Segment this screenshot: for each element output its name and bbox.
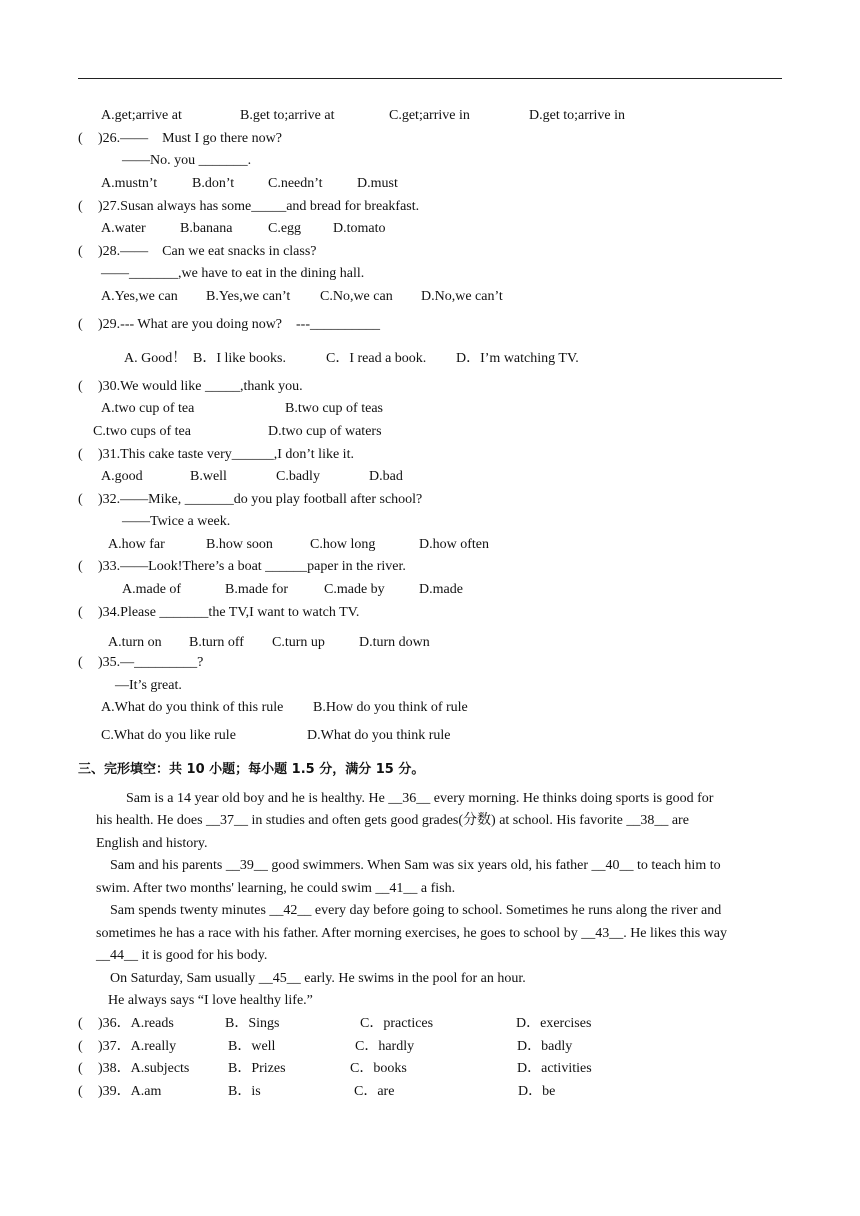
q38-paren[interactable]: ( [78,1061,83,1076]
q32-stem: )32.——Mike, _______do you play football after school? [98,492,423,507]
q34-option-d[interactable]: D.turn down [359,635,430,650]
q34-option-a[interactable]: A.turn on [108,635,162,650]
passage-line: swim. After two months' learning, he could swim __41__ a fish. [96,881,456,896]
q30-option-d[interactable]: D.two cup of waters [268,424,382,439]
q35-option-c[interactable]: C.What do you like rule [101,728,236,743]
q33-option-c[interactable]: C.made by [324,582,385,597]
q26-stem: )26.—— Must I go there now? [98,131,282,146]
q36-paren[interactable]: ( [78,1016,83,1031]
q31-paren[interactable]: ( [78,447,83,462]
q29-option-d[interactable]: D．I’m watching TV. [456,351,579,366]
q28-option-c[interactable]: C.No,we can [320,289,393,304]
q31-option-b[interactable]: B.well [190,469,227,484]
q26-line2: ——No. you _______. [122,153,252,168]
q35-paren[interactable]: ( [78,655,83,670]
q30-option-a[interactable]: A.two cup of tea [101,401,195,416]
q35-option-d[interactable]: D.What do you think rule [307,728,451,743]
q35-line2: —It’s great. [115,678,182,693]
q26-option-a[interactable]: A.mustn’t [101,176,158,191]
q37-option-b[interactable]: B．well [228,1039,276,1054]
q37-option-d[interactable]: D．badly [517,1039,573,1054]
q35-option-a[interactable]: A.What do you think of this rule [101,700,284,715]
q35-option-b[interactable]: B.How do you think of rule [313,700,468,715]
q25-option-c[interactable]: C.get;arrive in [389,108,470,123]
passage-line: Sam spends twenty minutes __42__ every day before going to school. Sometimes he runs along the river and [110,903,722,918]
q34-option-c[interactable]: C.turn up [272,635,325,650]
q32-paren[interactable]: ( [78,492,83,507]
q39-option-d[interactable]: D．be [518,1084,556,1099]
passage-line: He always says “I love healthy life.” [108,993,313,1008]
passage-line: sometimes he has a race with his father. After morning exercises, he goes to school by __43__. He likes this way [96,926,728,941]
q26-option-c[interactable]: C.needn’t [268,176,323,191]
passage-line: Sam and his parents __39__ good swimmers. When Sam was six years old, his father __40__ to teach him to [110,858,721,873]
q25-option-b[interactable]: B.get to;arrive at [240,108,335,123]
q38-option-d[interactable]: D．activities [517,1061,592,1076]
passage-line: __44__ it is good for his body. [96,948,268,963]
q28-stem: )28.—— Can we eat snacks in class? [98,244,317,259]
q29-option-b[interactable]: B．I like books. [193,351,286,366]
q32-option-a[interactable]: A.how far [108,537,165,552]
q26-option-d[interactable]: D.must [357,176,398,191]
q28-option-a[interactable]: A.Yes,we can [101,289,178,304]
q31-option-c[interactable]: C.badly [276,469,320,484]
q28-option-d[interactable]: D.No,we can’t [421,289,503,304]
q32-option-b[interactable]: B.how soon [206,537,273,552]
q30-option-b[interactable]: B.two cup of teas [285,401,383,416]
q27-paren[interactable]: ( [78,199,83,214]
q34-paren[interactable]: ( [78,605,83,620]
q36-stem[interactable]: )36．A.reads [98,1016,174,1031]
q32-line2: ——Twice a week. [122,514,231,529]
q39-option-b[interactable]: B．is [228,1084,261,1099]
q28-paren[interactable]: ( [78,244,83,259]
header-rule [78,78,782,79]
q39-stem[interactable]: )39．A.am [98,1084,162,1099]
q30-paren[interactable]: ( [78,379,83,394]
q39-paren[interactable]: ( [78,1084,83,1099]
q28-option-b[interactable]: B.Yes,we can’t [206,289,291,304]
q25-option-a[interactable]: A.get;arrive at [101,108,182,123]
q36-option-b[interactable]: B．Sings [225,1016,280,1031]
q30-stem: )30.We would like _____,thank you. [98,379,303,394]
q31-option-d[interactable]: D.bad [369,469,403,484]
q39-option-c[interactable]: C．are [354,1084,395,1099]
q31-stem: )31.This cake taste very______,I don’t like it. [98,447,354,462]
q33-paren[interactable]: ( [78,559,83,574]
q26-paren[interactable]: ( [78,131,83,146]
q27-option-d[interactable]: D.tomato [333,221,386,236]
q27-option-b[interactable]: B.banana [180,221,233,236]
q34-stem: )34.Please _______the TV,I want to watch TV. [98,605,360,620]
q27-option-a[interactable]: A.water [101,221,146,236]
q26-option-b[interactable]: B.don’t [192,176,235,191]
q37-option-c[interactable]: C．hardly [355,1039,415,1054]
q29-paren[interactable]: ( [78,317,83,332]
q38-option-c[interactable]: C．books [350,1061,407,1076]
q33-option-a[interactable]: A.made of [122,582,182,597]
q34-option-b[interactable]: B.turn off [189,635,244,650]
passage-line: Sam is a 14 year old boy and he is healthy. He __36__ every morning. He thinks doing sports is good for [126,791,714,806]
q27-stem: )27.Susan always has some_____and bread for breakfast. [98,199,420,214]
q29-option-a[interactable]: A. Good！ [124,351,187,366]
passage-line: English and history. [96,836,208,851]
q35-stem: )35.—_________? [98,655,204,670]
q28-line2: ——_______,we have to eat in the dining hall. [101,266,365,281]
q32-option-c[interactable]: C.how long [310,537,376,552]
q33-option-d[interactable]: D.made [419,582,463,597]
passage-line: On Saturday, Sam usually __45__ early. He swims in the pool for an hour. [110,971,526,986]
q37-stem[interactable]: )37．A.really [98,1039,177,1054]
q37-paren[interactable]: ( [78,1039,83,1054]
q36-option-c[interactable]: C．practices [360,1016,434,1031]
q29-stem: )29.--- What are you doing now? ---__________ [98,317,381,332]
q32-option-d[interactable]: D.how often [419,537,489,552]
q31-option-a[interactable]: A.good [101,469,143,484]
q38-stem[interactable]: )38．A.subjects [98,1061,190,1076]
section-heading: 三、完形填空：共 10 小题；每小题 1.5 分，满分 15 分。 [78,762,425,777]
q36-option-d[interactable]: D．exercises [516,1016,592,1031]
q33-option-b[interactable]: B.made for [225,582,288,597]
passage-line: his health. He does __37__ in studies and often gets good grades(分数) at school. His favorite __38__ are [96,813,689,828]
q33-stem: )33.——Look!There’s a boat ______paper in the river. [98,559,406,574]
q25-option-d[interactable]: D.get to;arrive in [529,108,626,123]
q27-option-c[interactable]: C.egg [268,221,302,236]
q30-option-c[interactable]: C.two cups of tea [93,424,191,439]
q38-option-b[interactable]: B．Prizes [228,1061,286,1076]
q29-option-c[interactable]: C．I read a book. [326,351,427,366]
